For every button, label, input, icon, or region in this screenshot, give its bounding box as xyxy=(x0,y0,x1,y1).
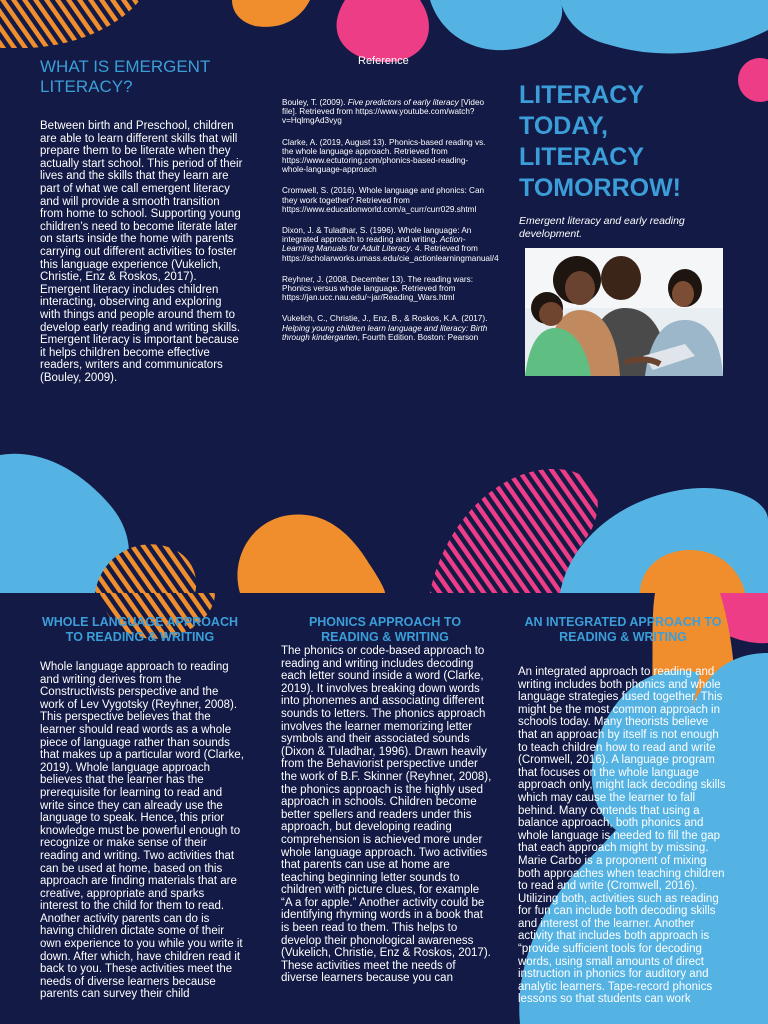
reference-item xyxy=(282,226,499,263)
reference-text: Five predictors of early literacy xyxy=(347,98,459,107)
whole-language-body: Whole language approach to reading and writing derives from the Constructivists perspective and the work of Lev Vygotsky (Reyhner, 2008). This perspective believes that the learner should read words as a whole piece of language rather than sounds that makes up a particular word (Clarke, 2019). Whole language approach believes that the learner has the prerequisite for learning to read and write since they can already use the language to speak. Hence, this prior knowledge must be powerful enough to recognize or make sense of their reading and writing. Two activities that can be used at home, based on this approach are finding materials that are creative, appropriate and sparks interest to the child for them to read. Another activity parents can do is having children dictate some of their own experience to you while you write it down. After which, have children read it back to you. These activities meet the needs of diverse learners because parents can survey their child xyxy=(40,661,244,1001)
reference-text: Dixon, J. & Tuladhar, S. (1996). Whole language: An integrated approach to reading and writing. xyxy=(282,226,472,245)
reference-text: [Video file]. Retrieved from https://www.youtube.com/watch?v=HqlmgAd3vyg xyxy=(282,98,485,126)
reference-text: . 4. Retrieved from https://scholarworks.umass.edu/cie_actionlearningmanual/4 xyxy=(282,244,499,263)
title-line: TODAY, xyxy=(519,112,608,140)
emergent-literacy-heading: WHAT IS EMERGENT LITERACY? xyxy=(40,57,211,96)
family-reading-photo xyxy=(525,248,723,376)
phonics-heading: PHONICS APPROACH TO READING & WRITING xyxy=(308,615,462,644)
integrated-heading: AN INTEGRATED APPROACH TO READING & WRITING xyxy=(524,615,722,644)
title-line: LITERACY xyxy=(519,143,644,171)
reference-text: Clarke, A. (2019, August 13). Phonics-based reading vs. the whole language approach. Retrieved from https://www.ectutoring.com/phonics-based-reading-whole-language-approach xyxy=(282,137,486,175)
reference-item xyxy=(282,138,492,175)
reference-item xyxy=(282,275,492,303)
reference-title: Reference xyxy=(358,55,409,67)
reference-text: Reyhner, J. (2008, December 13). The reading wars: Phonics versus whole language. Retrieved from https://jan.ucc.nau.edu/~jar/Reading_Wars.html xyxy=(282,274,473,303)
reference-text: Bouley, T. (2009). xyxy=(282,98,348,107)
whole-language-heading: WHOLE LANGUAGE APPROACH TO READING & WRITING xyxy=(41,615,239,644)
brochure-title xyxy=(519,80,759,204)
reference-text: , Fourth Edition. Boston: Pearson xyxy=(357,332,479,342)
phonics-body: The phonics or code-based approach to reading and writing includes decoding each letter sound inside a word (Clarke, 2019). It involves breaking down words into phonemes and associating different sounds to letters. The phonics approach involves the learner memorizing letter symbols and their associated sounds (Dixon & Tuladhar, 1996). Drawn heavily from the Behaviorist perspective under the work of B.F. Skinner (Reyhner, 2008), the phonics approach is the highly used approach in schools. Children become better spellers and readers under this approach, but developing reading comprehension is achieved more under whole language approach. Two activities that parents can use at home are teaching beginning letter sounds to children with picture clues, for example “A a for apple.” Another activity could be identifying rhyming words in a book that is been read to them. This helps to develop their phonological awareness (Vukelich, Christie, Enz & Roskos, 2017). These activities meet the needs of diverse learners because you can xyxy=(281,645,492,985)
reference-text: Vukelich, C., Christie, J., Enz, B., & Roskos, K.A. (2017). xyxy=(282,314,488,324)
brochure-inside-panel xyxy=(0,593,768,1024)
reference-item xyxy=(282,98,492,126)
reference-list xyxy=(282,98,499,354)
reference-text: Action-Learning Manuals for Adult Literacy xyxy=(282,235,466,254)
integrated-body: An integrated approach to reading and writing includes both phonics and whole language strategies fused together. This might be the most common approach in schools today. Many theorists believe that an approach by itself is not enough to teach children how to read and write (Cromwell, 2016). A language program that focuses on the whole language approach only, might lack decoding skills which may cause the learner to fall behind. Many contends that using a balance approach, both phonics and whole language is needed to fill the gap that each approach might by missing. Marie Carbo is a proponent of mixing both approaches when teaching children to read and write (Cromwell, 2016). Utilizing both, activities such as reading for fun can include both decoding skills and interest of the learner. Another activity that includes both approach is “provide sufficient tools for decoding words, using small amounts of direct instruction in phonics for auditory and analytic learners. Tape-record phonics lessons so that students can work xyxy=(518,666,726,1006)
reference-item xyxy=(282,314,492,342)
brochure-subtitle: Emergent literacy and early reading development. xyxy=(519,215,685,240)
reference-text: Helping young children learn language and literacy: Birth through kindergarten xyxy=(282,323,488,342)
reference-item xyxy=(282,186,492,214)
title-line: TOMORROW! xyxy=(519,174,682,202)
title-line: LITERACY xyxy=(519,81,644,109)
reference-text: Cromwell, S. (2016). Whole language and phonics: Can they work together? Retrieved from https://www.educationworld.com/a_curr/curr029.shtml xyxy=(282,186,485,214)
emergent-literacy-body: Between birth and Preschool, children are able to learn different skills that will prepare them to be literate when they actually start school. This period of their lives and the skills that they learn are part of what we call emergent literacy and will provide a smooth transition from home to school. Supporting young children’s need to become literate later on starts inside the home with parents carrying out different activities to foster this language experience (Vukelich, Christie, Enz & Roskos, 2017). Emergent literacy includes children interacting, observing and exploring with things and people around them to develop early reading and writing skills. Emergent literacy is important because it helps children become effective readers, writers and communicators (Bouley, 2009). xyxy=(40,120,243,384)
